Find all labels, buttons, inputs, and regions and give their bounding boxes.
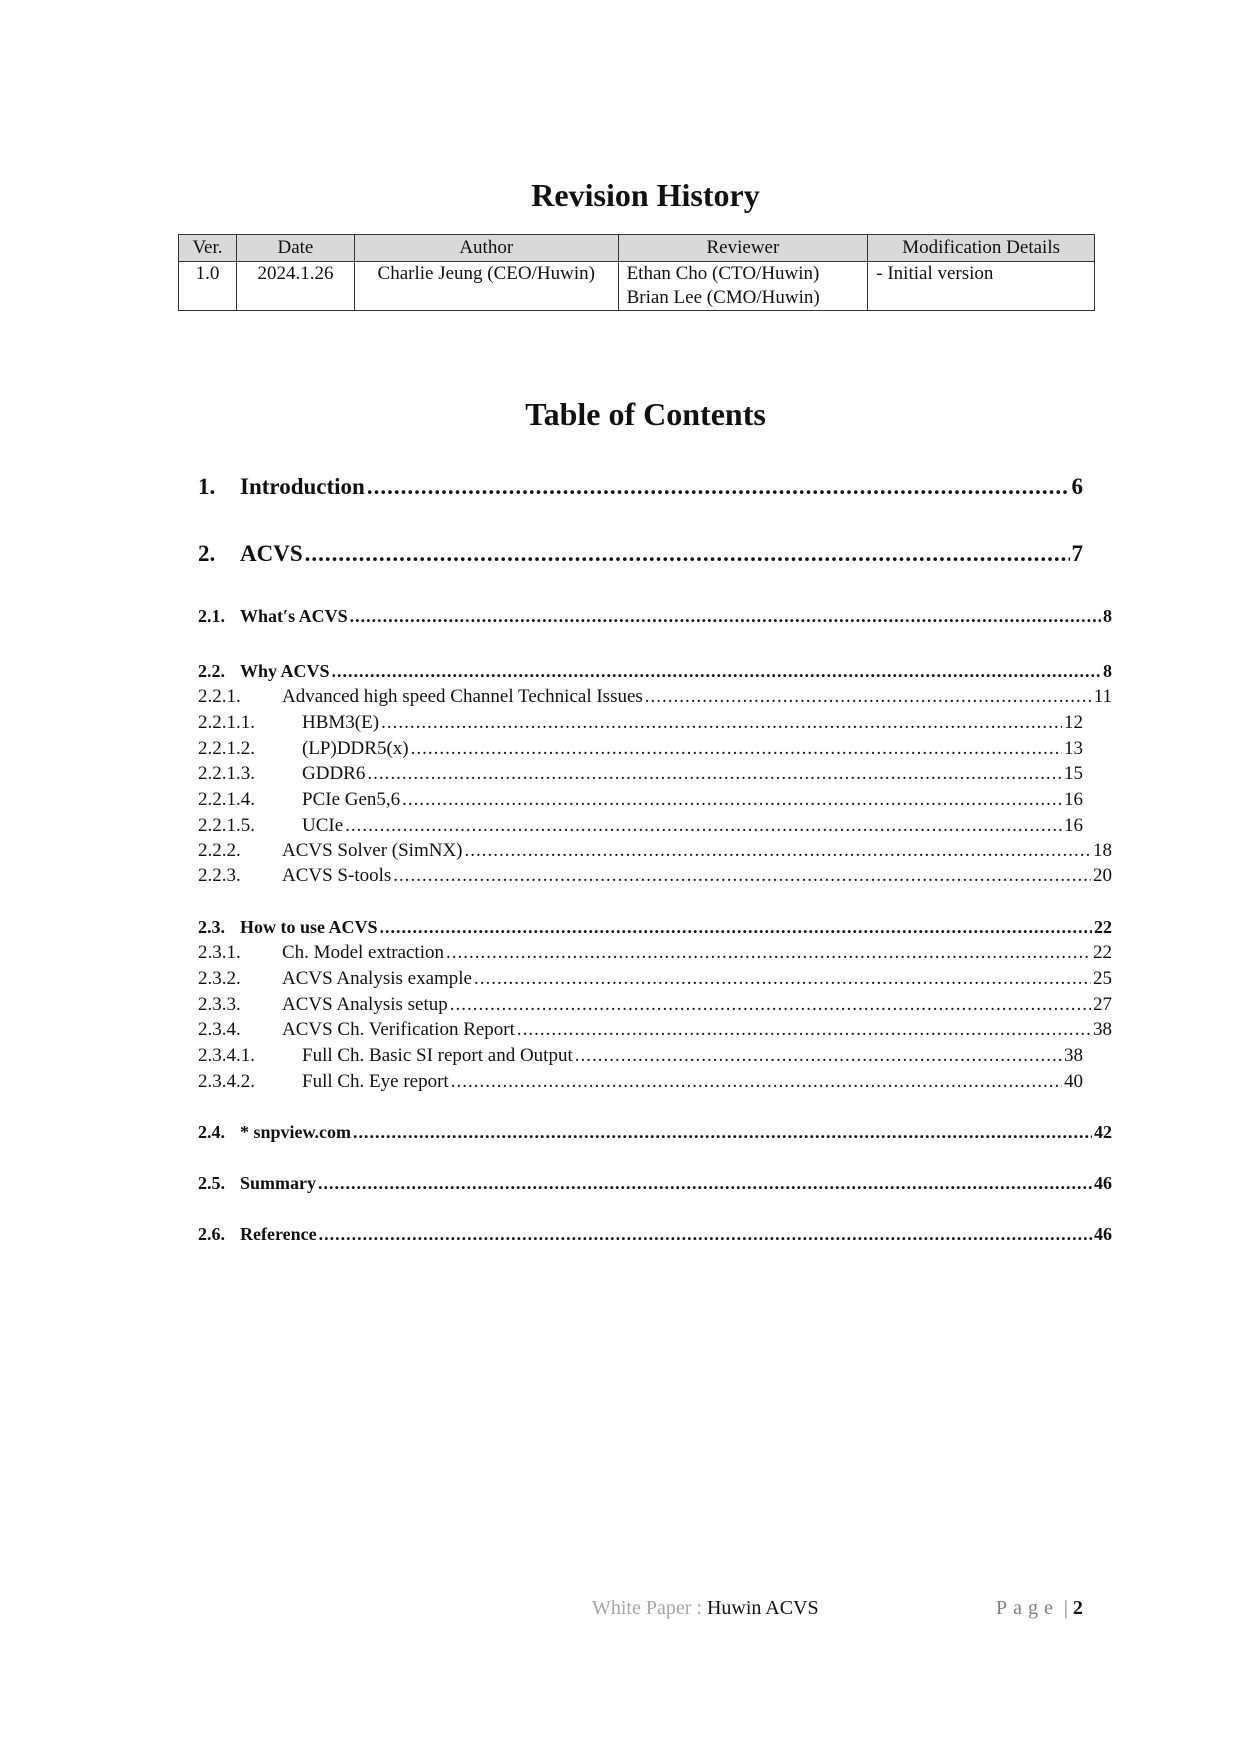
toc-entry[interactable] bbox=[198, 789, 1083, 811]
toc-label: (LP)DDR5(x) bbox=[302, 738, 409, 759]
toc-label: ACVS Analysis example bbox=[282, 968, 472, 989]
toc-leader bbox=[402, 789, 1062, 811]
toc-number: 2.3. bbox=[198, 917, 225, 937]
toc-leader bbox=[446, 942, 1091, 964]
col-header-details: Modification Details bbox=[868, 235, 1095, 262]
toc-label: How to use ACVS bbox=[240, 917, 378, 937]
toc-title: Table of Contents bbox=[525, 396, 766, 432]
toc-page: 12 bbox=[1064, 712, 1083, 733]
toc-leader bbox=[451, 1071, 1062, 1093]
toc-leader bbox=[367, 763, 1062, 785]
toc-number: 2.3.4.1. bbox=[198, 1045, 255, 1066]
footer-page-separator: | bbox=[1058, 1597, 1073, 1619]
cell-author: Charlie Jeung (CEO/Huwin) bbox=[354, 262, 618, 311]
toc-entry[interactable] bbox=[198, 917, 1112, 938]
toc-page: 22 bbox=[1094, 917, 1112, 937]
revision-row bbox=[179, 262, 1095, 311]
toc-page: 18 bbox=[1093, 840, 1112, 861]
toc-leader bbox=[450, 994, 1091, 1016]
toc-number: 2.6. bbox=[198, 1224, 225, 1244]
toc-page: 38 bbox=[1093, 1019, 1112, 1040]
toc-entry[interactable] bbox=[198, 968, 1112, 990]
toc-number: 2.3.4.2. bbox=[198, 1071, 255, 1092]
footer-page-value: 2 bbox=[1072, 1597, 1083, 1619]
toc-leader bbox=[465, 840, 1091, 862]
toc-leader bbox=[305, 541, 1070, 567]
toc-page: 13 bbox=[1064, 738, 1083, 759]
cell-details: - Initial version bbox=[868, 262, 1095, 311]
toc-leader bbox=[411, 738, 1062, 760]
toc-entry[interactable] bbox=[198, 840, 1112, 862]
cell-reviewer bbox=[618, 262, 868, 311]
toc-leader bbox=[345, 815, 1062, 837]
cell-ver: 1.0 bbox=[179, 262, 237, 311]
toc-leader bbox=[517, 1019, 1091, 1041]
toc-page: 7 bbox=[1071, 541, 1083, 566]
toc-leader bbox=[380, 917, 1092, 938]
toc-number: 2.3.4. bbox=[198, 1019, 241, 1040]
toc-entry[interactable] bbox=[198, 712, 1083, 734]
toc-leader bbox=[318, 1173, 1092, 1194]
toc-number: 2.2. bbox=[198, 661, 225, 681]
toc-label: Full Ch. Basic SI report and Output bbox=[302, 1045, 573, 1066]
toc-label: Introduction bbox=[240, 474, 365, 499]
toc-page: 16 bbox=[1064, 815, 1083, 836]
toc-number: 2. bbox=[198, 541, 216, 566]
toc-label: Reference bbox=[240, 1224, 317, 1244]
toc-entry[interactable] bbox=[198, 1045, 1083, 1067]
toc-number: 2.3.3. bbox=[198, 994, 241, 1015]
toc-entry[interactable] bbox=[198, 661, 1112, 682]
toc-page: 16 bbox=[1064, 789, 1083, 810]
toc-entry[interactable] bbox=[198, 815, 1083, 837]
toc-label: Why ACVS bbox=[240, 661, 330, 681]
toc-entry[interactable] bbox=[198, 1019, 1112, 1041]
toc-leader bbox=[350, 606, 1101, 627]
toc-leader bbox=[332, 661, 1101, 682]
toc-entry[interactable] bbox=[198, 994, 1112, 1016]
toc-page: 42 bbox=[1094, 1122, 1112, 1142]
footer-doc-title: Huwin ACVS bbox=[706, 1597, 819, 1619]
revision-header-row bbox=[179, 235, 1095, 262]
reviewer-2: Brian Lee (CMO/Huwin) bbox=[626, 287, 820, 308]
toc-label: PCIe Gen5,6 bbox=[302, 789, 401, 810]
footer-page-number bbox=[996, 1597, 1083, 1620]
toc-label: ACVS bbox=[240, 541, 303, 566]
toc-page: 40 bbox=[1064, 1071, 1083, 1092]
toc-number: 2.2.1.4. bbox=[198, 789, 255, 810]
footer-doc-prefix: White Paper : bbox=[592, 1597, 707, 1619]
toc-label: What′s ACVS bbox=[240, 606, 348, 626]
toc-label: ACVS S-tools bbox=[282, 865, 392, 886]
toc-page: 25 bbox=[1093, 968, 1112, 989]
toc-entry[interactable] bbox=[198, 1224, 1112, 1245]
toc-leader bbox=[381, 712, 1062, 734]
col-header-reviewer: Reviewer bbox=[618, 235, 868, 262]
toc-label: HBM3(E) bbox=[302, 712, 380, 733]
footer-document-name bbox=[592, 1597, 819, 1620]
toc-page: 46 bbox=[1094, 1173, 1112, 1193]
toc-label: ACVS Solver (SimNX) bbox=[282, 840, 463, 861]
toc-label: GDDR6 bbox=[302, 763, 366, 784]
toc-leader bbox=[575, 1045, 1062, 1067]
cell-date: 2024.1.26 bbox=[236, 262, 354, 311]
toc-number: 2.3.1. bbox=[198, 942, 241, 963]
toc-label: UCIe bbox=[302, 815, 344, 836]
col-header-author: Author bbox=[354, 235, 618, 262]
toc-page: 22 bbox=[1093, 942, 1112, 963]
toc-number: 2.2.1. bbox=[198, 686, 241, 707]
reviewer-1: Ethan Cho (CTO/Huwin) bbox=[626, 263, 820, 284]
toc-entry[interactable] bbox=[198, 763, 1083, 785]
toc-label: Advanced high speed Channel Technical Issues bbox=[282, 686, 643, 707]
revision-history-title: Revision History bbox=[531, 177, 760, 213]
toc-leader bbox=[474, 968, 1091, 990]
toc-entry[interactable] bbox=[198, 865, 1112, 887]
toc-label: * snpview.com bbox=[240, 1122, 352, 1142]
toc-entry[interactable] bbox=[198, 606, 1112, 627]
toc-entry[interactable] bbox=[198, 1071, 1083, 1093]
toc-leader bbox=[645, 686, 1092, 708]
toc-number: 2.2.1.2. bbox=[198, 738, 255, 759]
toc-page: 8 bbox=[1103, 606, 1112, 626]
toc-leader bbox=[319, 1224, 1092, 1245]
toc-leader bbox=[367, 474, 1070, 500]
toc-page: 8 bbox=[1103, 661, 1112, 681]
toc-label: Full Ch. Eye report bbox=[302, 1071, 449, 1092]
footer-page-label: Page bbox=[996, 1597, 1059, 1619]
toc-number: 2.2.1.1. bbox=[198, 712, 255, 733]
toc-number: 2.2.2. bbox=[198, 840, 241, 861]
toc-entry[interactable] bbox=[198, 541, 1083, 567]
toc-number: 2.3.2. bbox=[198, 968, 241, 989]
col-header-date: Date bbox=[236, 235, 354, 262]
toc-entry[interactable] bbox=[198, 738, 1083, 760]
toc-page: 15 bbox=[1064, 763, 1083, 784]
toc-entry[interactable] bbox=[198, 1122, 1112, 1143]
toc-label: Ch. Model extraction bbox=[282, 942, 444, 963]
toc-leader bbox=[353, 1122, 1092, 1143]
toc-entry[interactable] bbox=[198, 942, 1112, 964]
toc-page: 46 bbox=[1094, 1224, 1112, 1244]
col-header-ver: Ver. bbox=[179, 235, 237, 262]
toc-page: 27 bbox=[1093, 994, 1112, 1015]
toc-number: 2.4. bbox=[198, 1122, 225, 1142]
toc-label: ACVS Analysis setup bbox=[282, 994, 448, 1015]
toc-label: Summary bbox=[240, 1173, 316, 1193]
toc-page: 6 bbox=[1071, 474, 1083, 499]
revision-table bbox=[178, 234, 1095, 311]
toc-label: ACVS Ch. Verification Report bbox=[282, 1019, 515, 1040]
toc-number: 2.5. bbox=[198, 1173, 225, 1193]
toc-number: 1. bbox=[198, 474, 216, 499]
toc-page: 11 bbox=[1093, 686, 1112, 707]
toc-page: 38 bbox=[1064, 1045, 1083, 1066]
toc-page: 20 bbox=[1093, 865, 1112, 886]
toc-number: 2.2.1.3. bbox=[198, 763, 255, 784]
toc-entry[interactable] bbox=[198, 686, 1112, 708]
toc-number: 2.2.1.5. bbox=[198, 815, 255, 836]
toc-number: 2.2.3. bbox=[198, 865, 241, 886]
toc-entry[interactable] bbox=[198, 1173, 1112, 1194]
toc-leader bbox=[393, 865, 1091, 887]
toc-number: 2.1. bbox=[198, 606, 225, 626]
toc-entry[interactable] bbox=[198, 474, 1083, 500]
